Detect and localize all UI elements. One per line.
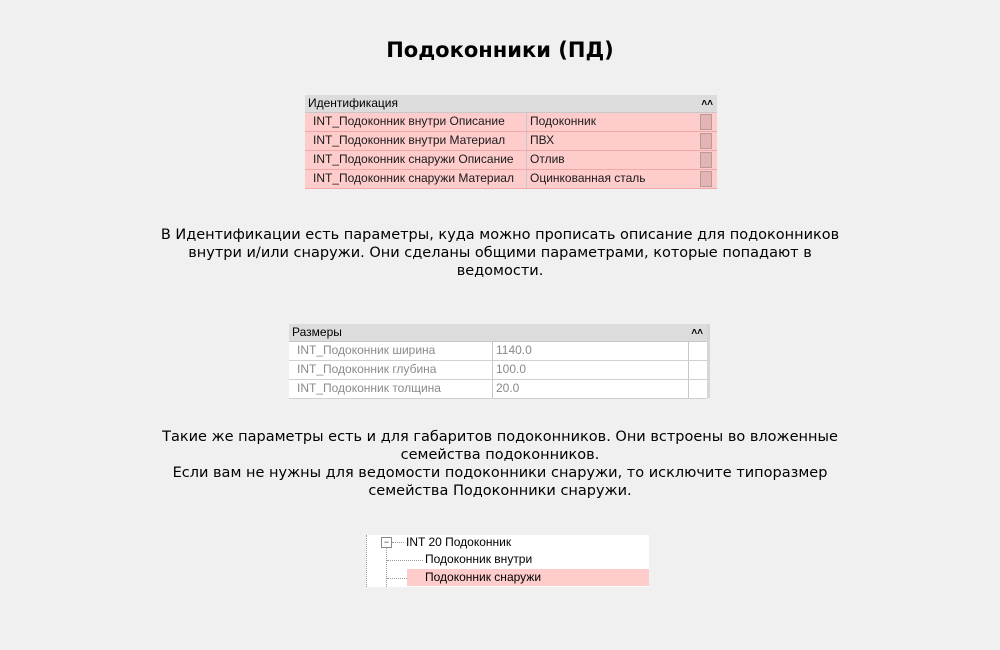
property-value: 100.0 [496, 362, 527, 376]
description-line: семейства Подоконники снаружи. [368, 483, 632, 499]
formula-button[interactable] [688, 361, 700, 379]
property-row[interactable] [305, 151, 717, 170]
property-row[interactable] [289, 361, 707, 380]
description-line: Если вам не нужны для ведомости подоконники снаружи, то исключите типоразмер [172, 465, 828, 481]
property-name: INT_Подоконник ширина [289, 342, 493, 360]
edit-button[interactable] [700, 152, 712, 168]
description-dimensions [0, 428, 1000, 500]
property-row[interactable] [289, 342, 707, 361]
property-name: INT_Подоконник внутри Описание [305, 113, 527, 131]
double-chevron-up-icon[interactable]: ˄˄ [691, 327, 703, 338]
edit-button[interactable] [700, 171, 712, 187]
property-row[interactable] [305, 170, 717, 189]
dimensions-panel [289, 324, 710, 398]
description-line: В Идентификации есть параметры, куда можно прописать описание для подоконников [160, 227, 840, 243]
property-value[interactable]: Отлив [530, 152, 565, 166]
tree-node-outside[interactable]: Подоконник снаружи [407, 569, 649, 586]
property-row[interactable] [305, 113, 717, 132]
collapse-minus-icon[interactable]: − [381, 537, 392, 548]
family-tree [366, 535, 649, 587]
identification-header[interactable] [305, 95, 717, 113]
property-value: 20.0 [496, 381, 520, 395]
property-name: INT_Подоконник внутри Материал [305, 132, 527, 150]
dimensions-header[interactable] [289, 324, 707, 342]
description-line: семейства подоконников. [400, 447, 600, 463]
property-value[interactable]: Оцинкованная сталь [530, 171, 646, 185]
property-name: INT_Подоконник снаружи Материал [305, 170, 527, 188]
identification-panel [305, 95, 717, 187]
property-row[interactable] [305, 132, 717, 151]
property-name: INT_Подоконник глубина [289, 361, 493, 379]
property-value[interactable]: Подоконник [530, 114, 596, 128]
property-value[interactable]: ПВХ [530, 133, 555, 147]
tree-connector [392, 542, 404, 543]
page-title: Подоконники (ПД) [386, 38, 614, 62]
description-line: внутри и/или снаружи. Они сделаны общими параметрами, которые попадают в [188, 245, 812, 261]
property-value: 1140.0 [496, 343, 532, 357]
identification-header-label: Идентификация [308, 96, 398, 110]
description-line: Такие же параметры есть и для габаритов подоконников. Они встроены во вложенные [162, 429, 838, 445]
edit-button[interactable] [700, 114, 712, 130]
dimensions-header-label: Размеры [292, 325, 342, 339]
property-name: INT_Подоконник толщина [289, 380, 493, 398]
property-name: INT_Подоконник снаружи Описание [305, 151, 527, 169]
formula-button[interactable] [688, 380, 700, 398]
description-line: ведомости. [456, 263, 544, 279]
tree-node-root[interactable]: INT 20 Подоконник [406, 535, 512, 549]
formula-button[interactable] [688, 342, 700, 360]
double-chevron-up-icon[interactable]: ˄˄ [701, 98, 713, 109]
edit-button[interactable] [700, 133, 712, 149]
tree-guide-line [386, 547, 388, 587]
tree-node-inside[interactable]: Подоконник внутри [425, 552, 533, 566]
property-row[interactable] [289, 380, 707, 399]
description-identification [0, 226, 1000, 280]
tree-guide-line [366, 535, 368, 587]
